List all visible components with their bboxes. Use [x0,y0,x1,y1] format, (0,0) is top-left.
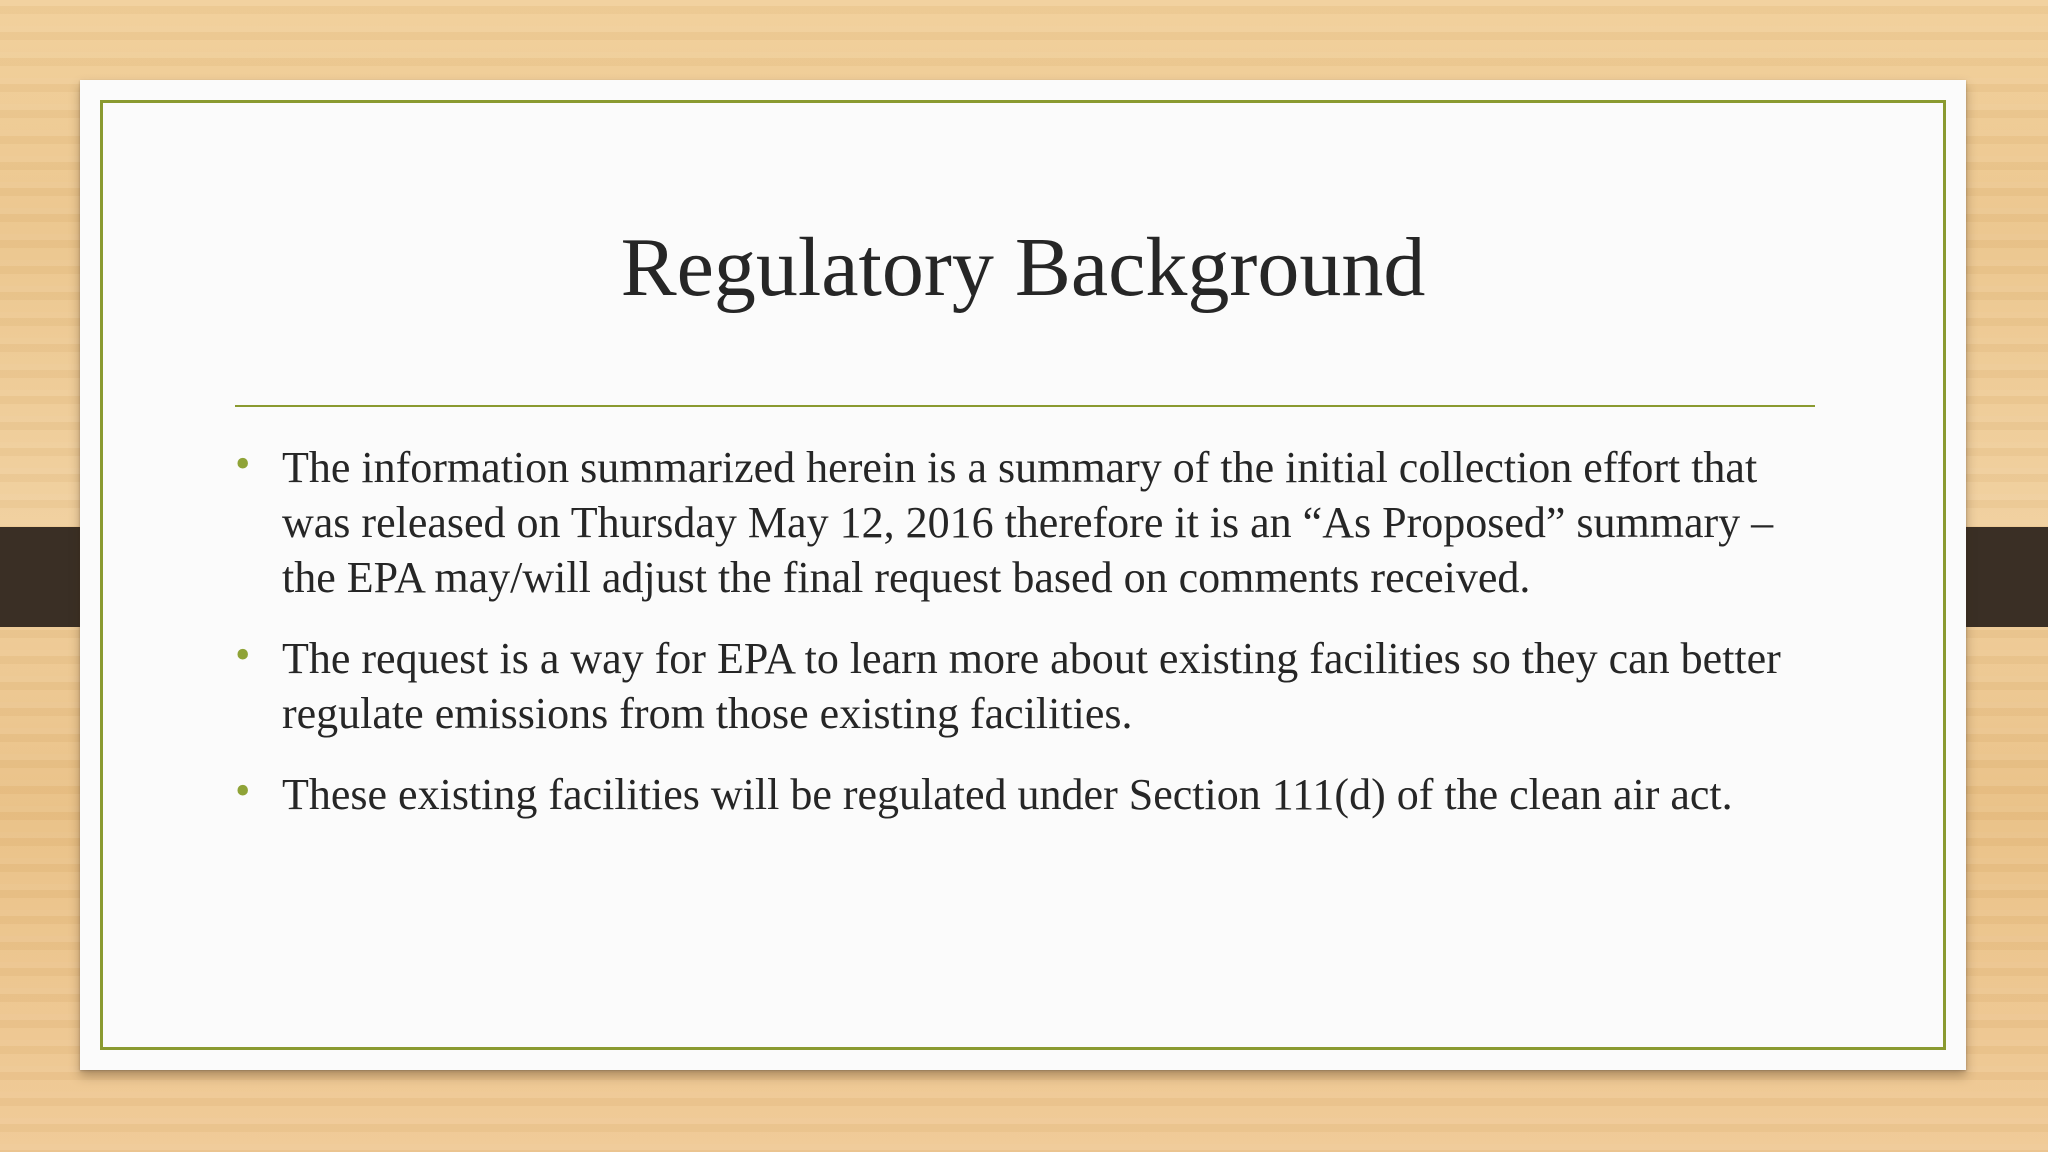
bullet-dot-icon: • [235,439,251,488]
bullet-text: The information summarized herein is a summary of the initial collection effort that was released on Thursday May 12, 2016 therefore it is an “As Proposed” summary – the EPA may/will adjust the final request based on comments received. [282,443,1774,602]
bullet-dot-icon: • [235,766,251,815]
title-divider [235,405,1815,407]
slide-title: Regulatory Background [620,221,1426,314]
bullet-item [235,631,1825,741]
bullet-dot-icon: • [235,630,251,679]
slide-card [80,80,1966,1070]
bullet-text: The request is a way for EPA to learn more about existing facilities so they can better regulate emissions from those existing facilities. [282,634,1781,738]
bullet-item [235,767,1825,822]
bullet-item [235,440,1825,605]
bullet-text: These existing facilities will be regulated under Section 111(d) of the clean air act. [282,770,1733,819]
bullet-list [235,440,1825,848]
